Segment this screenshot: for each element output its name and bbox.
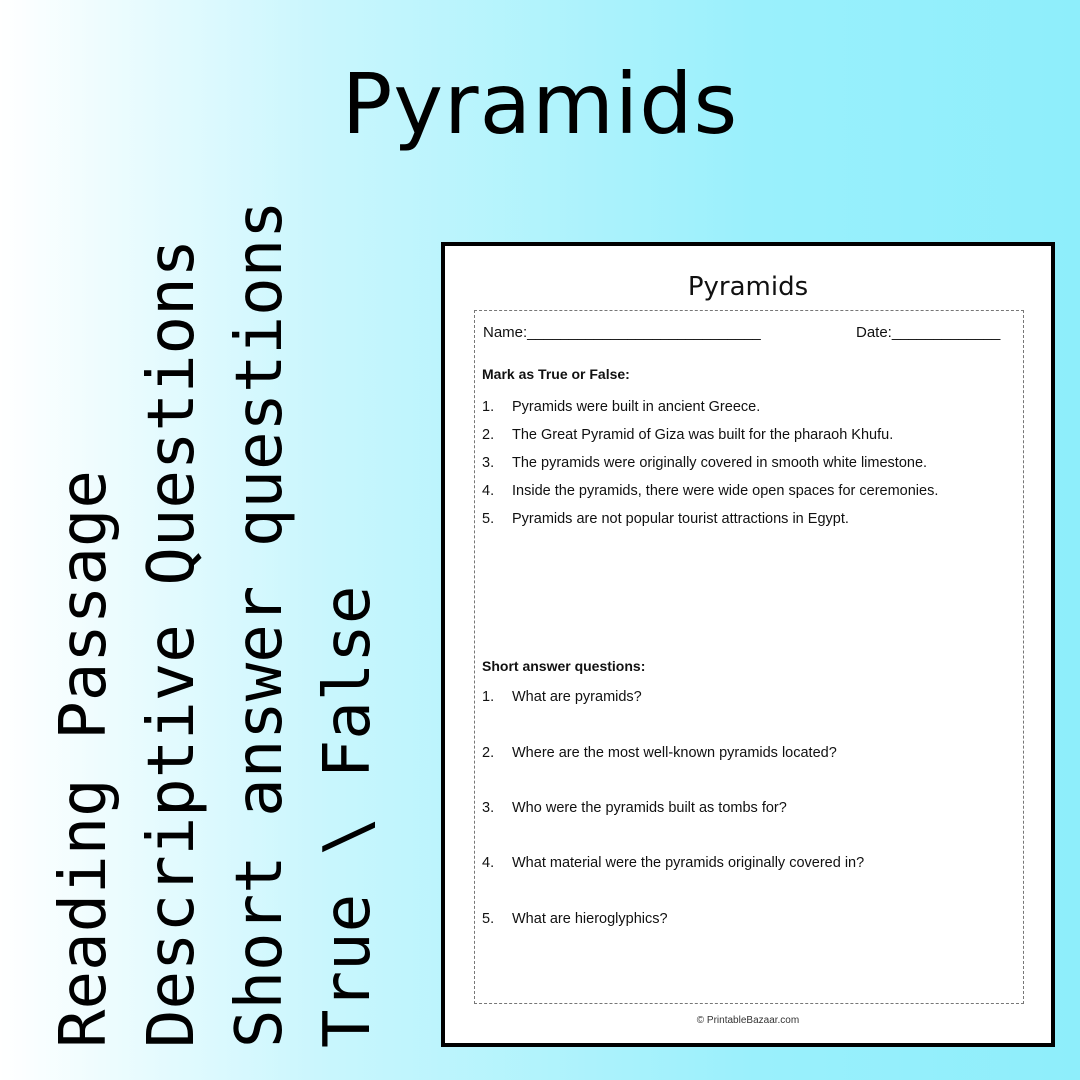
section-true-false-heading: Mark as True or False: [482,366,630,382]
list-item: 5. Pyramids are not popular tourist attractions in Egypt. [482,511,849,527]
worksheet-preview [441,242,1055,1047]
side-label-reading-passage: Reading Passage [47,470,121,1048]
copyright-footer: © PrintableBazaar.com [696,1015,800,1026]
worksheet-title: Pyramids [687,272,809,302]
list-item: 1. What are pyramids? [482,689,642,705]
list-item: 5. What are hieroglyphics? [482,911,668,927]
list-item: 4. Inside the pyramids, there were wide open spaces for ceremonies. [482,483,939,499]
list-item: 3. The pyramids were originally covered in smooth white limestone. [482,455,928,471]
list-item: 1. Pyramids were built in ancient Greece. [482,399,761,415]
side-labels [40,200,390,1048]
side-label-descriptive-questions: Descriptive Questions [135,238,209,1048]
worksheet-body [474,310,1024,1004]
name-field-label: Name:____________________________ [483,324,761,341]
page-title: Pyramids [341,55,739,153]
side-label-short-answer: Short answer questions [223,200,297,1048]
section-short-answer-heading: Short answer questions: [482,658,646,674]
list-item: 2. The Great Pyramid of Giza was built for the pharaoh Khufu. [482,427,894,443]
list-item: 2. Where are the most well-known pyramids located? [482,745,837,761]
side-label-true-false: True \ False [311,585,385,1048]
list-item: 4. What material were the pyramids originally covered in? [482,855,865,871]
list-item: 3. Who were the pyramids built as tombs for? [482,800,787,816]
date-field-label: Date:_____________ [856,324,1001,341]
